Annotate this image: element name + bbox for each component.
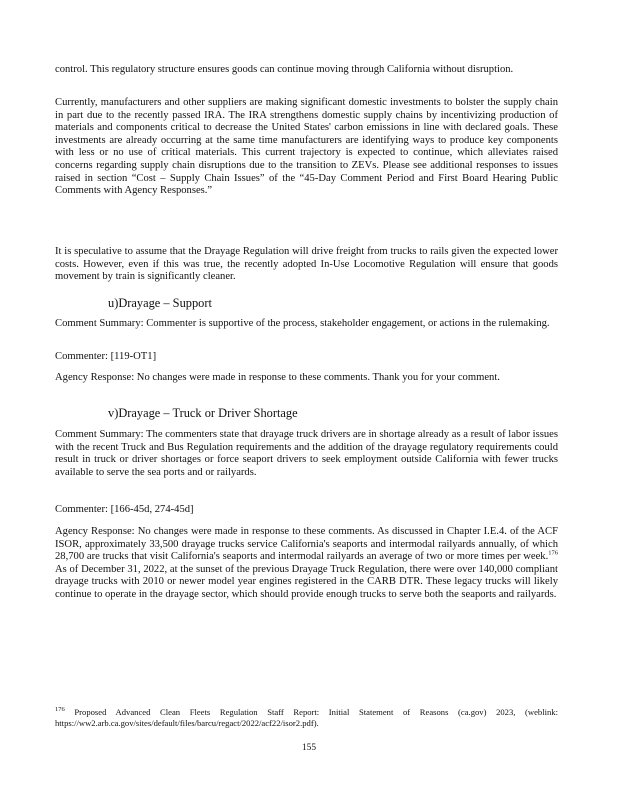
agency-response bbox=[55, 526, 558, 602]
comment-summary: Comment Summary: Commenter is supportive of the process, stakeholder engagement, or actions in the rulemaking. bbox=[55, 318, 550, 329]
comment-summary: Comment Summary: The commenters state that drayage truck drivers are in shortage already as a result of labor issues with the recent Truck and Bus Regulation requirements and the addition of the drayage regulatory requirements could result in truck or driver shortages or force seaport drivers to seek employment outside California with fewer trucks available to serve the sea ports and or railyards. bbox=[55, 429, 558, 478]
agency-response-text-continued: As of December 31, 2022, at the sunset of the previous Drayage Truck Regulation, there were over 140,000 compliant drayage trucks with 2010 or newer model year engines registered in the CARB DTR. These legacy trucks will likely continue to operate in the drayage sector, which should provide enough trucks to serve both the seaports and railyards. bbox=[55, 563, 558, 600]
section-heading-drayage-support: u)Drayage – Support bbox=[108, 296, 212, 310]
paragraph-supply-chain: Currently, manufacturers and other suppliers are making significant domestic investments to bolster the supply chain in part due to the recently passed IRA. The IRA strengthens domestic supply chains by incentivizing production of materials and components critical to decrease the United States' carbon emissions in line with declared goals. These investments are already occurring at the same time manufacturers are identifying ways to produce key components with less or no use of critical materials. This current trajectory is expected to continue, which alleviates raised concerns regarding supply chain disruptions due to the transition to ZEVs. Please see additional responses to issues raised in section “Cost – Supply Chain Issues” of the “45-Day Comment Period and First Board Hearing Public Comments with Agency Responses.” bbox=[55, 97, 558, 197]
commenter-ids: Commenter: [166-45d, 274-45d] bbox=[55, 504, 194, 515]
section-heading-driver-shortage: v)Drayage – Truck or Driver Shortage bbox=[108, 406, 298, 420]
paragraph-disruption: control. This regulatory structure ensures goods can continue moving through California without disruption. bbox=[55, 64, 514, 75]
agency-response-text: Agency Response: No changes were made in response to these comments. As discussed in Chapter I.E.4. of the ACF ISOR, approximately 33,500 drayage trucks service California's seaports and intermodal railyards annually, of which 28,700 are trucks that visit California's seaports and intermodal railyards an average of two or more times per week. bbox=[55, 526, 558, 563]
commenter-ids: Commenter: [119-OT1] bbox=[55, 351, 157, 362]
footnote-reference: 176 bbox=[548, 549, 558, 557]
footnote bbox=[55, 707, 558, 729]
footnote-text: Proposed Advanced Clean Fleets Regulation Staff Report: Initial Statement of Reasons (ca.gov) 2023, (weblink: https://ww2.arb.ca.gov/sites/default/files/barcu/regact/2022/acf22/isor2.pdf). bbox=[55, 707, 558, 728]
agency-response: Agency Response: No changes were made in response to these comments. Thank you for your comment. bbox=[55, 372, 500, 383]
page-number: 155 bbox=[301, 743, 317, 753]
paragraph-rail-freight: It is speculative to assume that the Drayage Regulation will drive freight from trucks to rails given the expected lower costs. However, even if this was true, the recently adopted In-Use Locomotive Regulation will ensure that goods movement by train is significantly cleaner. bbox=[55, 246, 558, 283]
footnote-marker: 176 bbox=[55, 706, 65, 714]
